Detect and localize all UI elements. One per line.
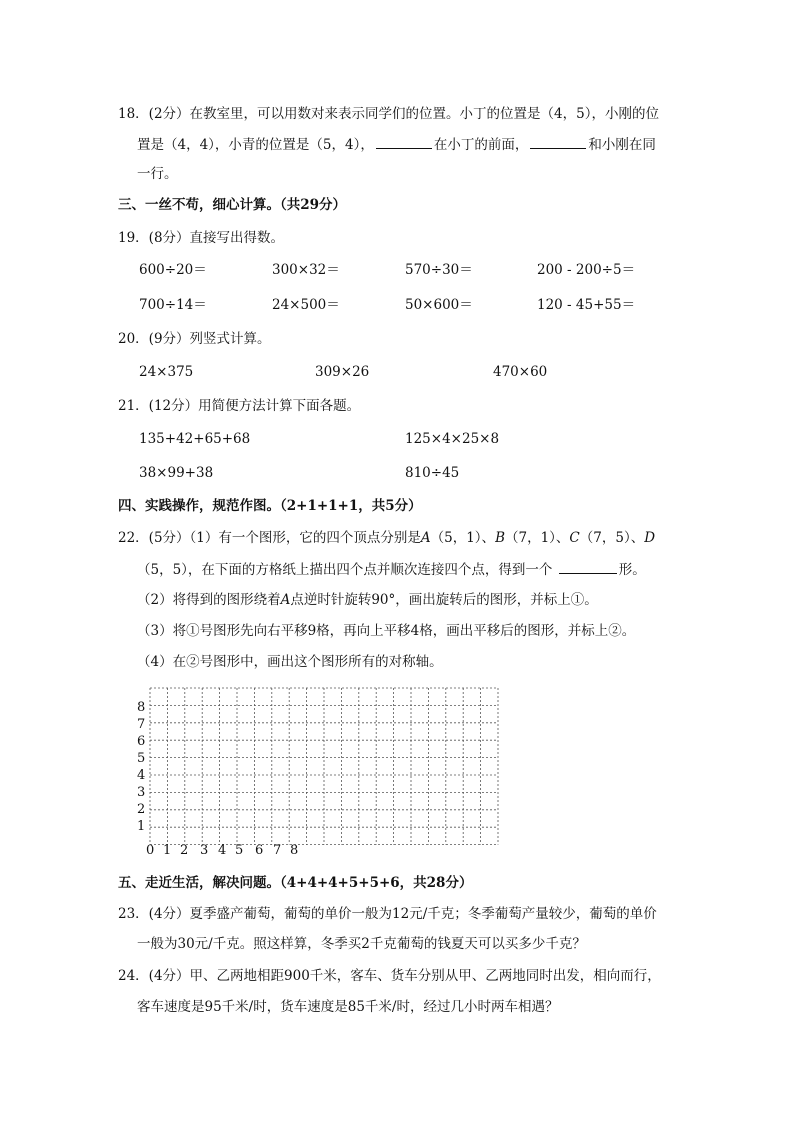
- q22-line1-part4: （7，5）、: [579, 530, 645, 546]
- q20-item-2: 309×26: [315, 364, 370, 380]
- q22-line1-part1: 22．(5分）（1）有一个图形，它的四个顶点分别是: [118, 530, 421, 546]
- q22-point-a: A: [420, 530, 431, 546]
- q18-answer-blank-1[interactable]: [376, 134, 432, 149]
- q21-title: 21．(12分）用简便方法计算下面各题。: [118, 398, 361, 414]
- y-label-1: 1: [137, 819, 146, 834]
- y-label-2: 2: [137, 802, 146, 817]
- q23-line1: 23．(4分）夏季盛产葡萄，葡萄的单价一般为12元/千克；冬季葡萄产量较少，葡萄的单价: [118, 906, 657, 922]
- q24-line1: 24．(4分）甲、乙两地相距900千米，客车、货车分别从甲、乙两地同时出发，相向而行，: [118, 968, 661, 984]
- q19-item-8: 120 - 45+55＝: [537, 297, 636, 313]
- q22-sub2-point-a: A: [280, 592, 291, 608]
- q22-point-b: B: [495, 530, 505, 546]
- y-label-6: 6: [137, 734, 146, 749]
- q22-sub2-part2: 点逆时针旋转90°，画出旋转后的图形，并标上①。: [290, 592, 598, 608]
- section-5-title: 五、走近生活，解决问题。（4+4+4+5+5+6，共28分）: [118, 875, 473, 891]
- q22-line2: [137, 559, 646, 580]
- q19-item-1: 600÷20＝: [139, 262, 207, 278]
- x-label-2: 2: [180, 843, 189, 858]
- q18-line2-part3: 和小刚在同: [588, 137, 656, 153]
- q19-item-7: 50×600＝: [405, 297, 473, 313]
- q18-line2: [137, 134, 656, 155]
- q19-title: 19．(8分）直接写出得数。: [118, 230, 285, 246]
- q19-item-6: 24×500＝: [272, 297, 340, 313]
- section-3-title: 三、一丝不苟，细心计算。（共29分）: [118, 197, 347, 213]
- x-label-6: 6: [255, 843, 264, 858]
- y-label-5: 5: [137, 751, 146, 766]
- y-label-7: 7: [137, 717, 146, 732]
- q21-item-3: 38×99+38: [139, 465, 214, 481]
- q22-sub2-part1: （2）将得到的图形绕着: [137, 592, 281, 608]
- q18-line1: 18．(2分）在教室里，可以用数对来表示同学们的位置。小丁的位置是（4，5），小刚的位: [118, 106, 659, 122]
- q19-item-4: 200 - 200÷5＝: [537, 262, 636, 278]
- q22-sub2: [137, 590, 598, 610]
- q22-sub4: （4）在②号图形中，画出这个图形所有的对称轴。: [137, 654, 443, 670]
- q21-item-2: 125×4×25×8: [405, 431, 500, 447]
- q18-answer-blank-2[interactable]: [530, 134, 586, 149]
- q22-line1: [118, 528, 655, 548]
- q20-title: 20．(9分）列竖式计算。: [118, 331, 271, 347]
- grid-lines: [134, 685, 514, 860]
- x-label-5: 5: [235, 843, 244, 858]
- q22-line2-part2: 形。: [618, 562, 646, 578]
- section-4-title: 四、实践操作，规范作图。（2+1+1+1，共5分）: [118, 498, 422, 514]
- x-label-8: 8: [290, 843, 299, 858]
- x-label-1: 1: [163, 843, 172, 858]
- q19-item-5: 700÷14＝: [139, 297, 207, 313]
- y-label-4: 4: [137, 768, 146, 783]
- q24-line2: 客车速度是95千米/时，货车速度是85千米/时，经过几小时两车相遇？: [137, 999, 559, 1015]
- q20-item-3: 470×60: [493, 364, 548, 380]
- q22-line1-part2: （5，1）、: [430, 530, 496, 546]
- x-label-7: 7: [273, 843, 282, 858]
- x-label-4: 4: [218, 843, 227, 858]
- q22-point-d: D: [644, 530, 656, 546]
- x-label-0: 0: [146, 843, 155, 858]
- q23-line2: 一般为30元/千克。照这样算，冬季买2千克葡萄的钱夏天可以买多少千克？: [137, 936, 586, 952]
- x-label-3: 3: [200, 843, 209, 858]
- y-label-3: 3: [137, 785, 146, 800]
- grid-paper[interactable]: [134, 685, 514, 860]
- q21-item-1: 135+42+65+68: [139, 431, 251, 447]
- q18-line2-part2: 在小丁的前面，: [433, 137, 529, 153]
- q22-sub3: （3）将①号图形先向右平移9格，再向上平移4格，画出平移后的图形，并标上②。: [137, 623, 636, 639]
- y-label-8: 8: [137, 700, 146, 715]
- q18-line2-part1: 置是（4，4），小青的位置是（5，4），: [137, 137, 374, 153]
- q22-line2-part1: （5，5），在下面的方格纸上描出四个点并顺次连接四个点，得到一个: [137, 562, 557, 578]
- q19-item-3: 570÷30＝: [405, 262, 473, 278]
- q19-item-2: 300×32＝: [272, 262, 340, 278]
- q18-line3: 一行。: [137, 166, 178, 182]
- q22-line1-part3: （7，1）、: [504, 530, 570, 546]
- q22-point-c: C: [569, 530, 580, 546]
- q22-answer-blank[interactable]: [559, 559, 617, 574]
- q21-item-4: 810÷45: [405, 465, 460, 481]
- q20-item-1: 24×375: [139, 364, 194, 380]
